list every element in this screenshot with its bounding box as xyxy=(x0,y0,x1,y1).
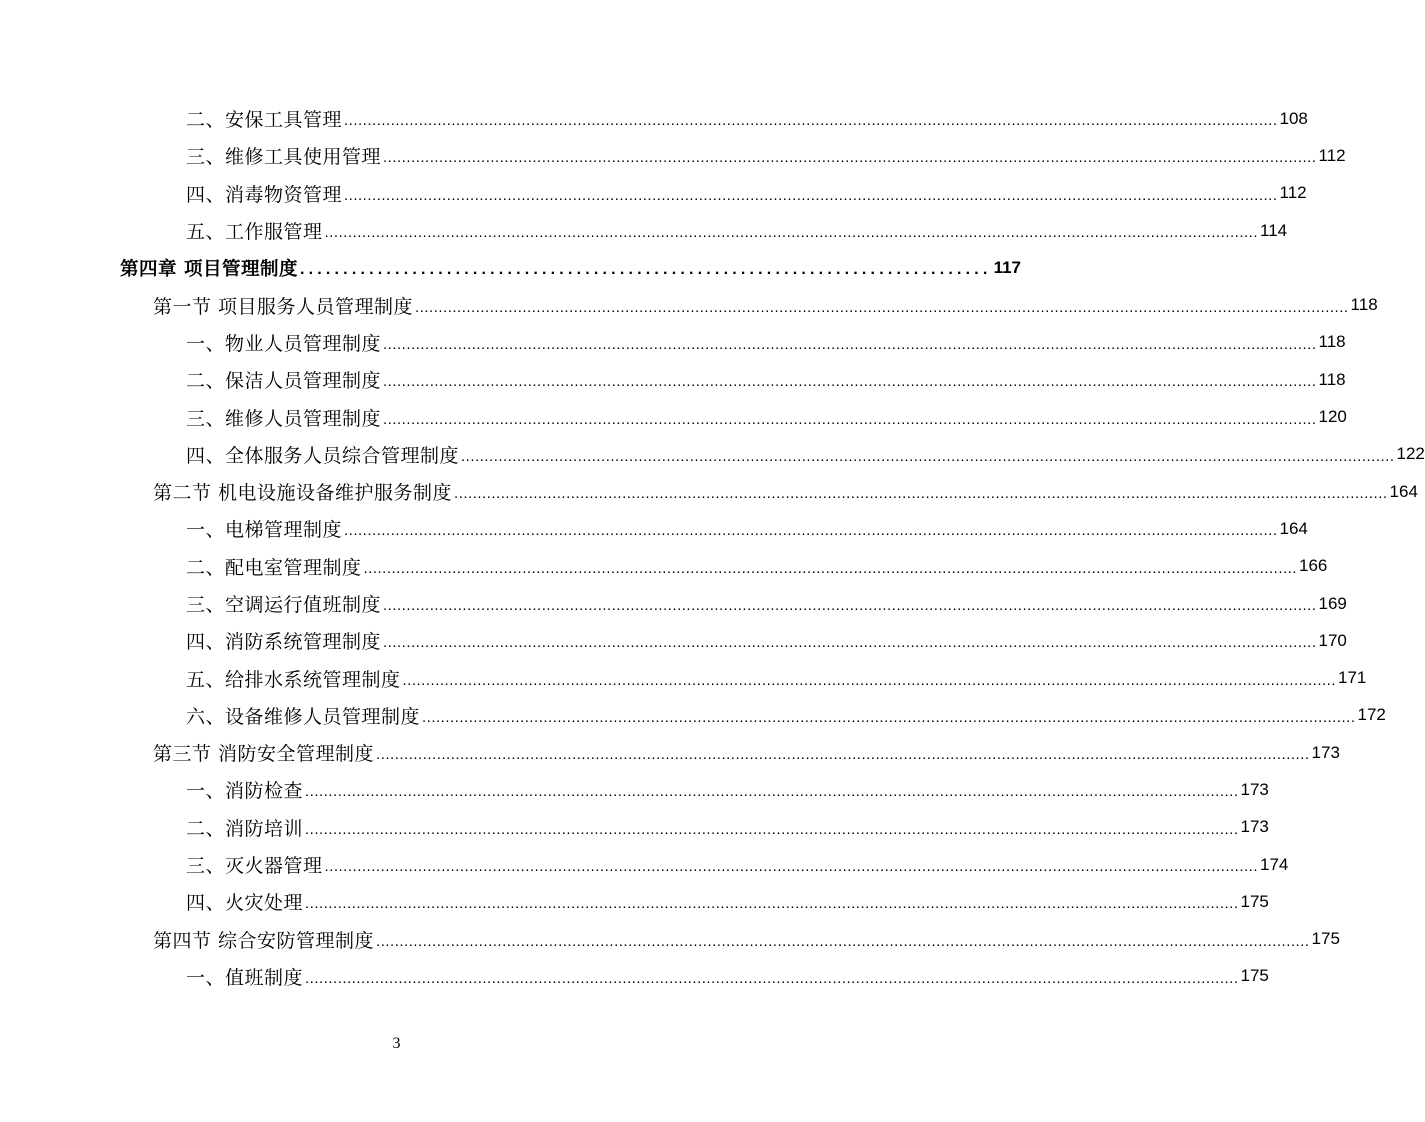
toc-entry-title: 二、安保工具管理 xyxy=(186,105,342,132)
dot-leader: ........................................................................................................................................................................................................ xyxy=(376,932,1310,950)
toc-entry-item[interactable] xyxy=(0,846,1289,883)
toc-entry-item[interactable] xyxy=(0,697,1386,734)
toc-entry-page-number: 175 xyxy=(1240,966,1269,986)
page-number: 3 xyxy=(392,1035,401,1052)
toc-entry-item[interactable] xyxy=(0,585,1347,622)
dot-leader: ........................................................................................................................................................................................................ xyxy=(344,522,1278,540)
dot-leader: ........................................................................................................................................................................................................ xyxy=(305,895,1239,913)
toc-entry-title: 一、电梯管理制度 xyxy=(186,515,342,542)
toc-entry-page-number: 173 xyxy=(1240,817,1269,837)
toc-entry-page-number: 166 xyxy=(1299,556,1328,576)
toc-entry-page-number: 164 xyxy=(1389,481,1418,501)
toc-entry-page-number: 122 xyxy=(1396,444,1425,464)
toc-entry-page-number: 120 xyxy=(1318,407,1347,427)
dot-leader: ........................................................................................................................................................................................................ xyxy=(363,559,1298,577)
toc-entry-page-number: 169 xyxy=(1318,593,1347,613)
toc-entry-title: 四、全体服务人员综合管理制度 xyxy=(186,441,459,468)
toc-entry-title: 四、火灾处理 xyxy=(186,888,303,915)
toc-entry-title: 二、保洁人员管理制度 xyxy=(186,366,381,393)
toc-entry-title: 第四节 综合安防管理制度 xyxy=(153,926,374,953)
toc-entry-item[interactable] xyxy=(0,958,1269,995)
toc-entry-title: 一、值班制度 xyxy=(186,963,303,990)
toc-entry-title: 第三节 消防安全管理制度 xyxy=(153,739,374,766)
toc-entry-title: 四、消毒物资管理 xyxy=(186,180,342,207)
dot-leader: ........................................................................................................................................................................................................ xyxy=(376,746,1310,764)
toc-entry-title: 一、物业人员管理制度 xyxy=(186,329,381,356)
dot-leader: ........................................................................................................................................................................................................ xyxy=(461,447,1395,465)
toc-entry-page-number: 164 xyxy=(1279,518,1308,538)
dot-leader: ........................................................................................................................................................................................................ xyxy=(402,671,1337,689)
dot-leader: ........................................................................................................................................................................................................ xyxy=(324,224,1259,242)
toc-entry-item[interactable] xyxy=(0,212,1288,249)
toc-entry-title: 三、空调运行值班制度 xyxy=(186,590,381,617)
dot-leader: ........................................................................................................................................................................................................ xyxy=(344,186,1278,204)
toc-entry-section[interactable] xyxy=(0,473,1418,510)
toc-entry-item[interactable] xyxy=(0,398,1347,435)
toc-entry-item[interactable] xyxy=(0,659,1367,696)
toc-entry-page-number: 112 xyxy=(1318,145,1346,165)
dot-leader: ........................................................................................................................................................................................................ xyxy=(383,149,1317,167)
dot-leader: ........................................................................................................................................................................................................ xyxy=(383,410,1317,428)
toc-entry-page-number: 114 xyxy=(1260,220,1288,240)
toc-entry-title: 三、维修人员管理制度 xyxy=(186,404,381,431)
toc-entry-page-number: 118 xyxy=(1318,332,1346,352)
toc-entry-page-number: 173 xyxy=(1240,779,1269,799)
toc-entry-title: 二、消防培训 xyxy=(186,814,303,841)
toc-entry-section[interactable] xyxy=(0,734,1340,771)
toc-entry-title: 三、灭火器管理 xyxy=(186,851,323,878)
toc-entry-page-number: 108 xyxy=(1279,108,1308,128)
toc-entry-item[interactable] xyxy=(0,137,1346,174)
dot-leader: ........................................................................................................................................................................................................ xyxy=(305,783,1239,801)
toc-entry-page-number: 173 xyxy=(1311,742,1340,762)
table-of-contents xyxy=(0,100,1425,995)
toc-entry-page-number: 117 xyxy=(993,257,1022,277)
dot-leader: ........................................................................................................................................................................................................ xyxy=(454,485,1388,503)
toc-entry-page-number: 172 xyxy=(1357,705,1386,725)
dot-leader: ................................................................................ xyxy=(299,260,992,278)
dot-leader: ........................................................................................................................................................................................................ xyxy=(383,373,1317,391)
toc-entry-title: 第四章 项目管理制度 xyxy=(120,255,298,281)
toc-entry-page-number: 175 xyxy=(1311,929,1340,949)
toc-entry-title: 六、设备维修人员管理制度 xyxy=(186,702,420,729)
toc-entry-title: 三、维修工具使用管理 xyxy=(186,142,381,169)
dot-leader: ........................................................................................................................................................................................................ xyxy=(383,597,1317,614)
dot-leader: ........................................................................................................................................................................................................ xyxy=(305,820,1239,838)
dot-leader: ........................................................................................................................................................................................................ xyxy=(344,112,1278,130)
toc-entry-item[interactable] xyxy=(0,809,1269,846)
dot-leader: ........................................................................................................................................................................................................ xyxy=(422,708,1356,726)
toc-entry-item[interactable] xyxy=(0,771,1269,808)
toc-entry-item[interactable] xyxy=(0,324,1346,361)
toc-entry-page-number: 175 xyxy=(1240,891,1269,911)
toc-entry-item[interactable] xyxy=(0,622,1347,659)
toc-entry-item[interactable] xyxy=(0,883,1269,920)
toc-entry-item[interactable] xyxy=(0,436,1425,473)
toc-entry-title: 四、消防系统管理制度 xyxy=(186,627,381,654)
toc-entry-page-number: 118 xyxy=(1318,369,1346,389)
toc-entry-page-number: 170 xyxy=(1318,630,1347,650)
toc-entry-item[interactable] xyxy=(0,100,1308,137)
toc-entry-page-number: 171 xyxy=(1338,668,1367,688)
dot-leader: ........................................................................................................................................................................................................ xyxy=(415,298,1349,316)
toc-entry-item[interactable] xyxy=(0,510,1308,547)
toc-entry-section[interactable] xyxy=(0,921,1340,958)
dot-leader: ........................................................................................................................................................................................................ xyxy=(305,969,1239,987)
toc-entry-item[interactable] xyxy=(0,361,1346,398)
toc-entry-chapter[interactable] xyxy=(0,249,1022,286)
dot-leader: ........................................................................................................................................................................................................ xyxy=(383,634,1317,652)
toc-entry-item[interactable] xyxy=(0,175,1307,212)
toc-entry-title: 第一节 项目服务人员管理制度 xyxy=(153,292,413,319)
toc-entry-page-number: 174 xyxy=(1260,854,1289,874)
toc-entry-title: 二、配电室管理制度 xyxy=(186,553,362,580)
toc-entry-title: 一、消防检查 xyxy=(186,776,303,803)
toc-entry-item[interactable] xyxy=(0,548,1328,585)
toc-entry-page-number: 118 xyxy=(1350,295,1378,315)
toc-entry-title: 五、工作服管理 xyxy=(186,217,323,244)
dot-leader: ........................................................................................................................................................................................................ xyxy=(383,335,1317,353)
toc-entry-title: 第二节 机电设施设备维护服务制度 xyxy=(153,478,452,505)
dot-leader: ........................................................................................................................................................................................................ xyxy=(324,858,1259,876)
toc-entry-page-number: 112 xyxy=(1279,183,1307,203)
toc-entry-title: 五、给排水系统管理制度 xyxy=(186,665,401,692)
toc-entry-section[interactable] xyxy=(0,286,1378,323)
